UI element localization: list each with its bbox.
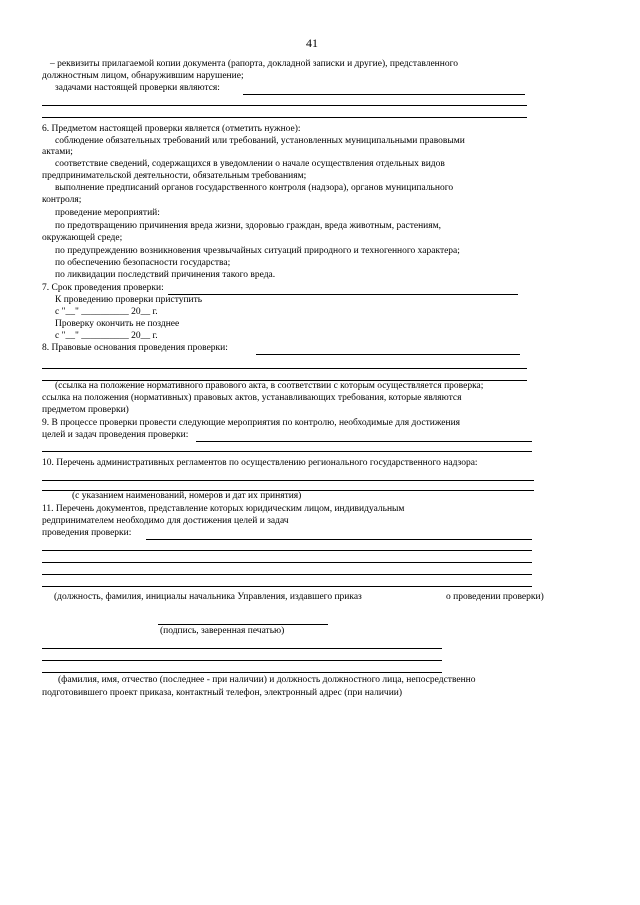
fill-line (256, 354, 520, 355)
date-line: с "__" __________ 20__ г. (55, 307, 158, 317)
section-heading: 10. Перечень административных регламентов по осуществлению регионального государственного надзора: (42, 458, 478, 468)
note-text: предметом проверки) (42, 405, 129, 415)
text-line: Проверку окончить не позднее (55, 319, 180, 329)
note-text: (ссылка на положение нормативного правового акта, в соответствии с которым осуществляется проверка; (55, 381, 484, 391)
text-line: по предотвращению причинения вреда жизни, здоровью граждан, вреда животным, растениям, (55, 221, 441, 231)
date-line: с "__" __________ 20__ г. (55, 331, 158, 341)
text-line: контроля; (42, 195, 82, 205)
note-text: ссылка на положения (нормативных) правовых актов, устанавливающих требования, которые являются (42, 393, 462, 403)
section-heading: 6. Предметом настоящей проверки является (отметить нужное): (42, 124, 301, 134)
section-heading: 9. В процессе проверки провести следующие мероприятия по контролю, необходимые для достижения (42, 418, 461, 428)
note-text: подготовившего проект приказа, контактный телефон, электронный адрес (при наличии) (42, 688, 403, 698)
text-line: выполнение предписаний органов государственного контроля (надзора), органов муниципального (55, 183, 454, 193)
fill-line (42, 660, 442, 661)
text-line: проведение мероприятий: (55, 208, 160, 218)
fill-line (42, 117, 527, 118)
fill-line (42, 451, 532, 452)
fill-line (168, 294, 518, 295)
text-line: по обеспечению безопасности государства; (55, 258, 231, 268)
fill-line (42, 586, 532, 587)
fill-line (42, 562, 532, 563)
text-line: проведения проверки: (42, 528, 132, 538)
fill-line (42, 368, 527, 369)
fill-line (42, 574, 532, 575)
text-line: должностным лицом, обнаружившим нарушение; (42, 71, 244, 81)
fill-line (243, 94, 525, 95)
text-line: целей и задач проведения проверки: (42, 430, 189, 440)
text-line: соответствие сведений, содержащихся в уведомлении о начале осуществления отдельных видов (55, 159, 445, 169)
section-heading: 8. Правовые основания проведения проверки: (42, 343, 228, 353)
fill-line (42, 480, 534, 481)
page-number: 41 (306, 36, 318, 50)
fill-line (42, 672, 442, 673)
fill-line (42, 648, 442, 649)
text-line: актами; (42, 147, 73, 157)
text-line: редпринимателем необходимо для достижения целей и задач (42, 516, 289, 526)
signature-caption: (должность, фамилия, инициалы начальника Управления, издавшего приказ (54, 592, 362, 602)
text-line: по предупреждению возникновения чрезвычайных ситуаций природного и техногенного характера; (55, 246, 460, 256)
text-line: предпринимательской деятельности, обязательным требованиям; (42, 171, 307, 181)
note-text: (с указанием наименований, номеров и дат их принятия) (72, 491, 302, 501)
note-text: (фамилия, имя, отчество (последнее - при наличии) и должность должностного лица, непосредственно (58, 675, 476, 685)
signature-line (158, 624, 328, 625)
text-line: соблюдение обязательных требований или требований, установленных муниципальными правовыми (55, 136, 465, 146)
fill-line (42, 105, 527, 106)
fill-line (146, 539, 532, 540)
section-heading: 11. Перечень документов, представление которых юридическим лицом, индивидуальным (42, 504, 405, 514)
text-line: по ликвидации последствий причинения такого вреда. (55, 270, 276, 280)
fill-line (42, 550, 532, 551)
text-line: задачами настоящей проверки являются: (55, 83, 220, 93)
section-heading: 7. Срок проведения проверки: (42, 283, 164, 293)
fill-line (196, 441, 532, 442)
signature-caption: (подпись, заверенная печатью) (160, 626, 285, 636)
text-line: К проведению проверки приступить (55, 295, 203, 305)
text-line: – реквизиты прилагаемой копии документа (рапорта, докладной записки и другие), представленного (50, 59, 458, 69)
signature-caption: о проведении проверки) (446, 592, 544, 602)
text-line: окружающей среде; (42, 233, 123, 243)
